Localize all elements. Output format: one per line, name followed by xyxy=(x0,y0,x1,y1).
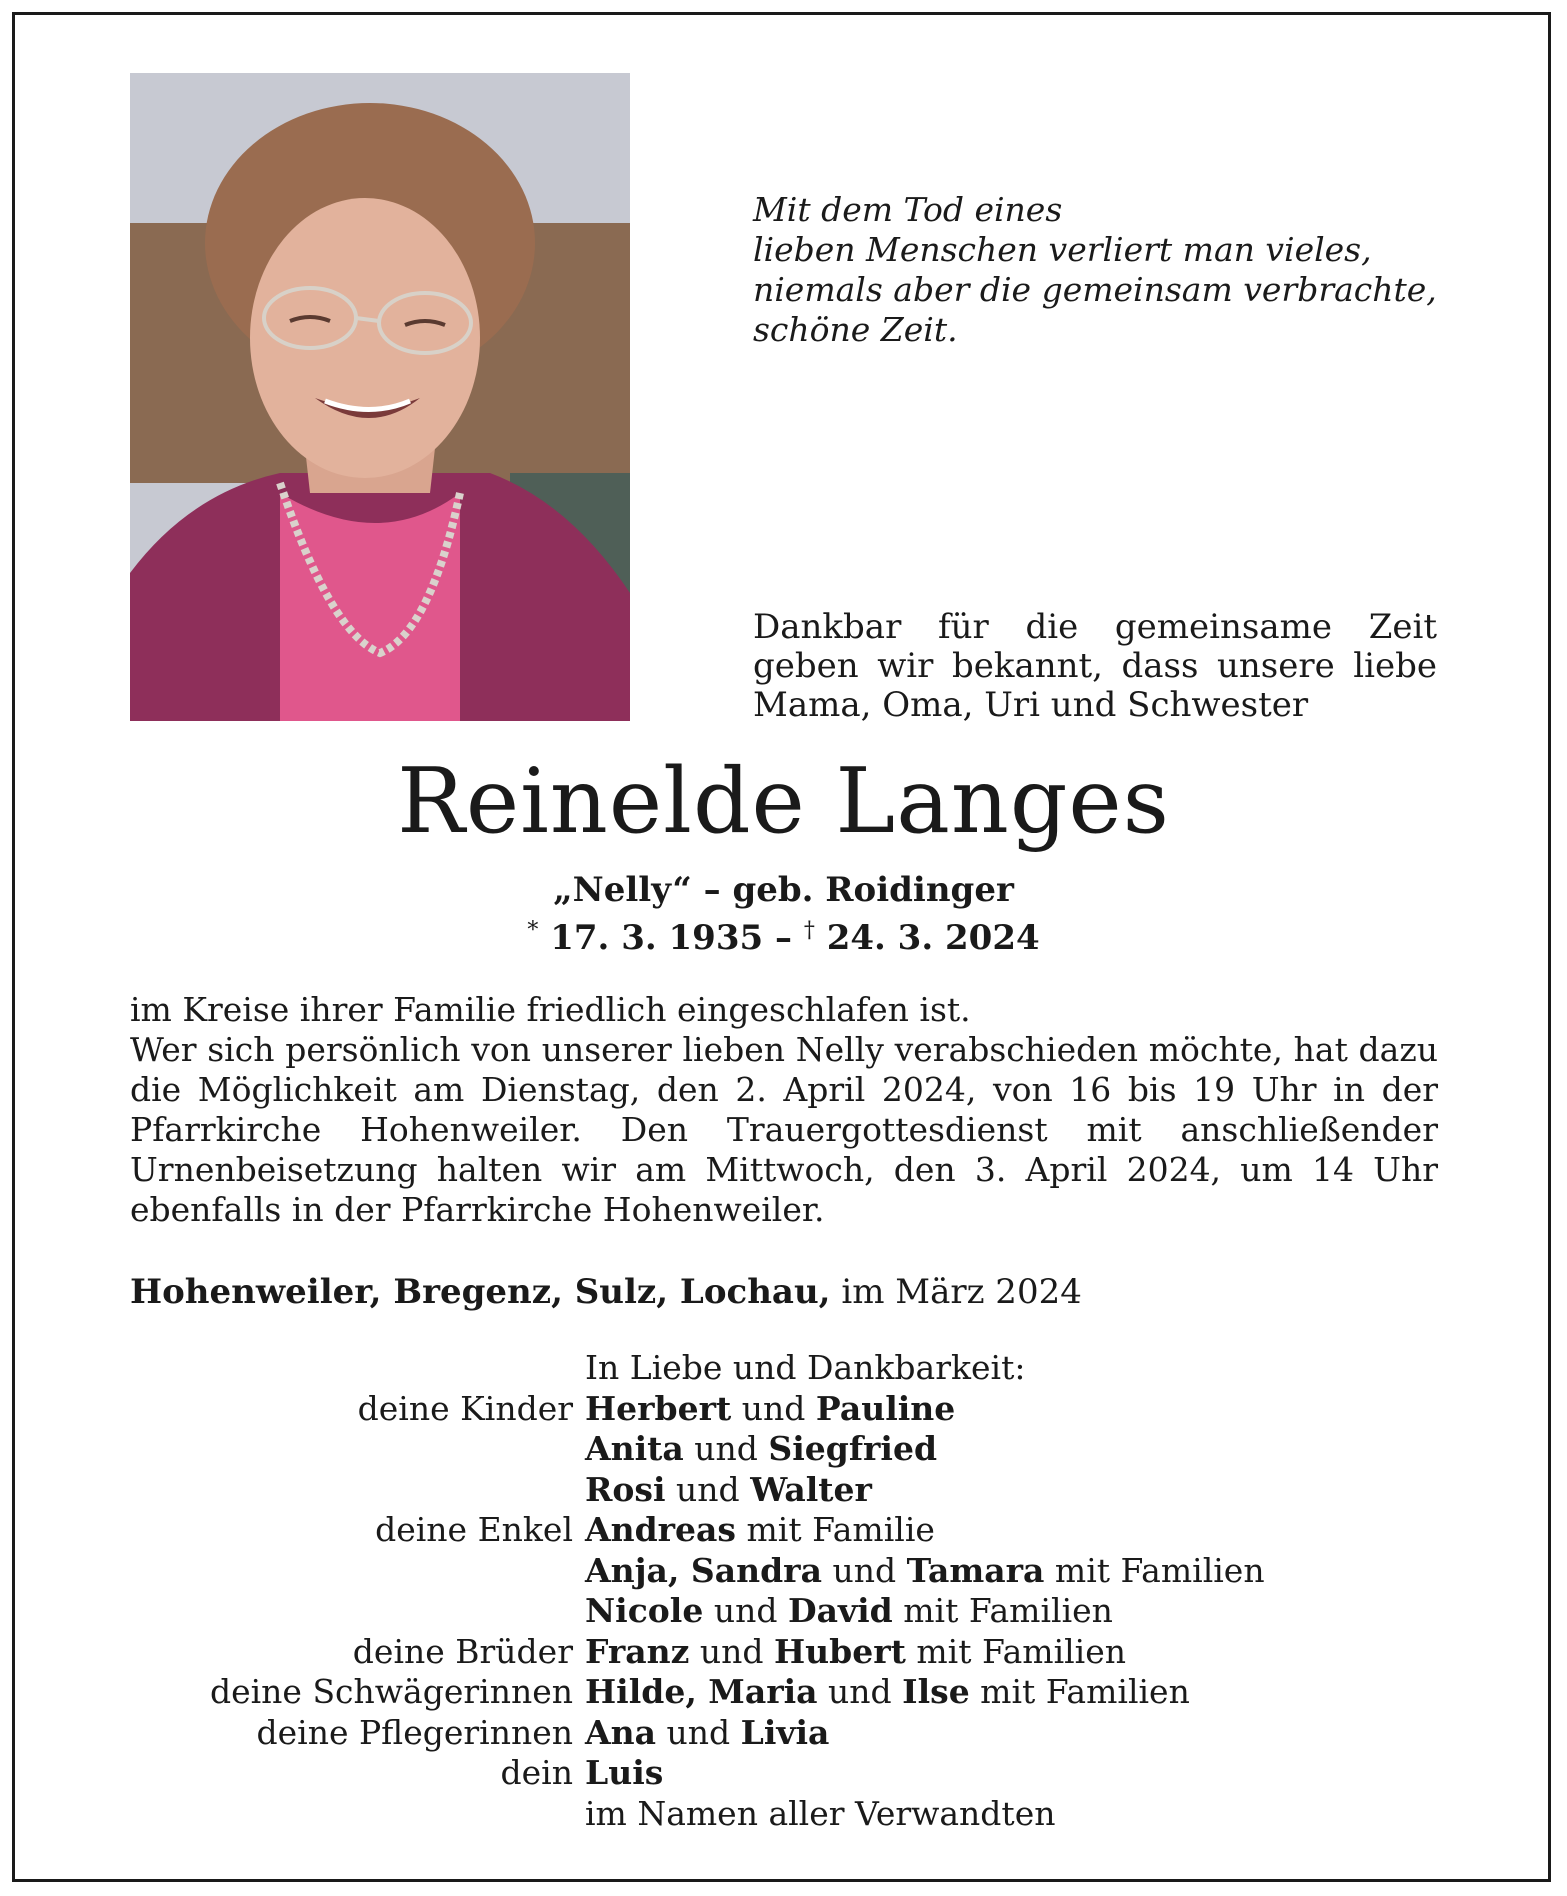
mourners-footer-row xyxy=(130,1794,1438,1835)
mourner-name: Hubert xyxy=(773,1631,906,1671)
mourner-relation: deine Pflegerinnen xyxy=(256,1712,573,1752)
mourners-header-row xyxy=(130,1348,1438,1389)
mourner-row xyxy=(130,1551,1438,1592)
places-line xyxy=(130,1272,1438,1312)
quote-line: niemals aber die gemeinsam verbrachte, xyxy=(753,270,1437,309)
mourner-names xyxy=(585,1470,1438,1511)
places-date: im März 2024 xyxy=(841,1272,1082,1312)
mourner-row xyxy=(130,1672,1438,1713)
death-date: 24. 3. 2024 xyxy=(826,918,1040,958)
mourner-connector: und xyxy=(817,1672,903,1711)
mourner-row xyxy=(130,1713,1438,1754)
mourner-name: Franz xyxy=(585,1631,690,1671)
mourner-relation: deine Kinder xyxy=(357,1388,573,1428)
announcement-intro: Dankbar für die gemeinsame Zeit geben wir bekannt, dass unsere liebe Mama, Oma, Uri und Schwester xyxy=(753,607,1437,725)
mourner-relation: deine Schwägerinnen xyxy=(209,1672,573,1711)
mourner-connector: und xyxy=(683,1429,769,1468)
mourner-names xyxy=(585,1510,1438,1551)
mourner-names xyxy=(585,1672,1438,1713)
funeral-details xyxy=(130,990,1438,1230)
quote-line: schöne Zeit. xyxy=(753,310,958,349)
quote-line: lieben Menschen verliert man vieles, xyxy=(753,230,1372,269)
mourner-name: Anja, Sandra xyxy=(585,1550,822,1590)
portrait-photo xyxy=(130,73,630,721)
body-line-1: im Kreise ihrer Familie friedlich eingeschlafen ist. xyxy=(130,990,971,1029)
mourner-name: Pauline xyxy=(815,1388,956,1428)
mourner-connector: mit Familie xyxy=(736,1510,935,1549)
mourner-connector: mit Familien xyxy=(969,1672,1190,1711)
birth-date: 17. 3. 1935 xyxy=(550,918,764,958)
mourner-names xyxy=(585,1591,1438,1632)
mourner-names xyxy=(585,1632,1438,1673)
places-names: Hohenweiler, Bregenz, Sulz, Lochau, xyxy=(130,1272,831,1312)
mourner-connector: und xyxy=(689,1631,774,1671)
mourner-connector: und xyxy=(731,1388,816,1428)
mourner-names xyxy=(585,1713,1438,1754)
mourners-footer: im Namen aller Verwandten xyxy=(585,1793,1056,1833)
mourner-name: Nicole xyxy=(585,1591,704,1630)
mourner-row xyxy=(130,1753,1438,1794)
memorial-quote xyxy=(753,190,1453,350)
mourner-row xyxy=(130,1389,1438,1430)
mourner-relation xyxy=(130,1470,585,1511)
mourner-name: Luis xyxy=(585,1753,664,1792)
death-symbol: † xyxy=(803,918,815,943)
mourner-names xyxy=(585,1429,1438,1470)
mourner-name: David xyxy=(787,1591,893,1630)
mourner-row xyxy=(130,1632,1438,1673)
mourner-row xyxy=(130,1510,1438,1551)
mourner-connector: und xyxy=(655,1712,741,1752)
mourners-list xyxy=(130,1348,1438,1834)
mourner-name: Andreas xyxy=(585,1510,737,1549)
mourner-relation: deine Enkel xyxy=(375,1510,573,1549)
life-dates xyxy=(0,911,1567,958)
mourner-connector: mit Familien xyxy=(905,1631,1127,1671)
mourner-relation xyxy=(130,1551,585,1592)
mourner-row xyxy=(130,1429,1438,1470)
mourner-names xyxy=(585,1389,1438,1430)
mourner-relation: dein xyxy=(500,1753,573,1792)
mourner-relation xyxy=(130,1591,585,1632)
birth-symbol: * xyxy=(527,918,539,943)
mourner-name: Herbert xyxy=(585,1388,732,1428)
mourner-name: Hilde, Maria xyxy=(585,1672,818,1711)
mourner-relation xyxy=(130,1429,585,1470)
mourner-row xyxy=(130,1470,1438,1511)
quote-line: Mit dem Tod eines xyxy=(753,190,1063,229)
mourner-connector: und xyxy=(821,1550,907,1590)
mourner-connector: und xyxy=(665,1469,751,1509)
mourner-name: Ilse xyxy=(902,1672,970,1711)
body-paragraph: Wer sich persönlich von unserer lieben Nelly verabschieden möchte, hat dazu die Möglichkeit am Dienstag, den 2. April 2024, von 16 bis 19 Uhr in der Pfarrkirche Hohenweiler. Den Trauergottesdienst mit anschließender Urnenbeisetzung halten wir am Mittwoch, den 3. April 2024, um 14 Uhr ebenfalls in der Pfarrkirche Hohenweiler. xyxy=(130,1030,1438,1229)
mourners-header: In Liebe und Dankbarkeit: xyxy=(585,1348,1026,1387)
date-dash: – xyxy=(775,918,792,958)
deceased-name: Reinelde Langes xyxy=(397,749,1170,854)
mourner-connector: mit Familien xyxy=(892,1591,1113,1630)
mourner-name: Siegfried xyxy=(768,1429,938,1468)
mourner-connector: mit Familien xyxy=(1044,1550,1265,1590)
mourner-name: Tamara xyxy=(906,1550,1045,1590)
mourner-connector: und xyxy=(703,1591,788,1630)
mourner-name: Livia xyxy=(740,1712,830,1752)
nickname-line: „Nelly“ – geb. Roidinger xyxy=(553,870,1014,910)
mourner-row xyxy=(130,1591,1438,1632)
mourner-names xyxy=(585,1551,1438,1592)
mourner-name: Ana xyxy=(585,1712,656,1752)
mourner-names xyxy=(585,1753,1438,1794)
mourner-name: Anita xyxy=(585,1429,684,1468)
mourner-name: Rosi xyxy=(585,1469,666,1509)
mourner-name: Walter xyxy=(750,1469,872,1509)
mourner-relation: deine Brüder xyxy=(352,1631,573,1671)
